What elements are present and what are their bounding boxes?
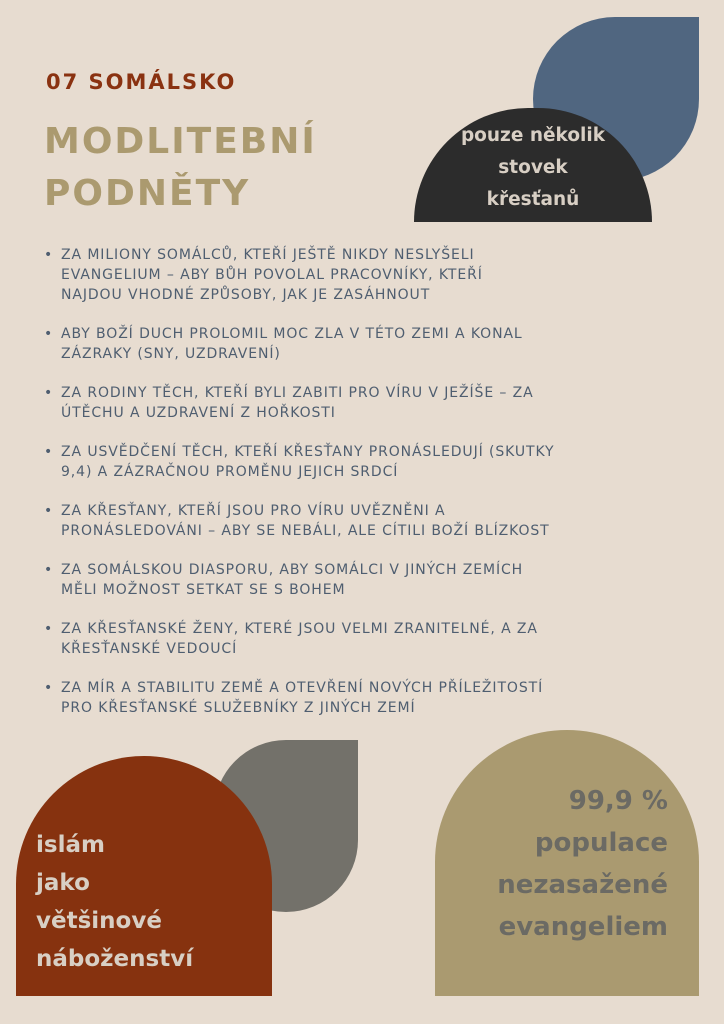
bullet-icon: • <box>44 503 54 519</box>
bullet-icon: • <box>44 247 54 263</box>
unreached-population-note <box>440 780 668 948</box>
note-line: křesťanů <box>486 189 580 210</box>
prayer-line: NAJDOU VHODNÉ ZPŮSOBY, JAK JE ZASÁHNOUT <box>61 287 431 303</box>
bullet-icon: • <box>44 562 54 578</box>
prayer-line: ZA KŘESŤANSKÉ ŽENY, KTERÉ JSOU VELMI ZRANITELNÉ, A ZA <box>61 621 538 637</box>
title-line: MODLITEBNÍ <box>44 121 317 162</box>
prayer-item <box>38 619 698 659</box>
bullet-icon: • <box>44 621 54 637</box>
prayer-line: ZA MILIONY SOMÁLCŮ, KTEŘÍ JEŠTĚ NIKDY NESLYŠELI <box>61 247 475 263</box>
prayer-line: MĚLI MOŽNOST SETKAT SE S BOHEM <box>61 582 346 598</box>
prayer-line: EVANGELIUM – ABY BŮH POVOLAL PRACOVNÍKY, KTEŘÍ <box>61 267 483 283</box>
prayer-line: ZA MÍR A STABILITU ZEMĚ A OTEVŘENÍ NOVÝCH PŘÍLEŽITOSTÍ <box>61 680 544 696</box>
prayer-line: KŘESŤANSKÉ VEDOUCÍ <box>61 641 238 657</box>
note-line: 99,9 % <box>568 786 668 816</box>
prayer-item <box>38 383 698 423</box>
note-line: pouze několik <box>460 125 606 146</box>
prayer-item <box>38 560 698 600</box>
page-title <box>44 116 317 220</box>
note-line: jako <box>36 870 90 896</box>
prayer-line: PRONÁSLEDOVÁNI – ABY SE NEBÁLI, ALE CÍTILI BOŽÍ BLÍZKOST <box>61 523 550 539</box>
majority-religion-note <box>36 826 256 978</box>
prayer-item <box>38 442 698 482</box>
prayer-item <box>38 678 698 718</box>
note-line: islám <box>36 832 105 858</box>
prayer-line: ÚTĚCHU A UZDRAVENÍ Z HOŘKOSTI <box>61 405 336 421</box>
prayer-line: 9,4) A ZÁZRAČNOU PROMĚNU JEJICH SRDCÍ <box>61 464 399 480</box>
prayer-list <box>38 245 698 737</box>
note-line: stovek <box>498 157 568 178</box>
title-line: PODNĚTY <box>44 173 251 214</box>
prayer-line: ABY BOŽÍ DUCH PROLOMIL MOC ZLA V TÉTO ZEMI A KONAL <box>61 326 523 342</box>
christians-count-note <box>414 120 652 216</box>
prayer-line: ZA SOMÁLSKOU DIASPORU, ABY SOMÁLCI V JINÝCH ZEMÍCH <box>61 562 524 578</box>
bullet-icon: • <box>44 680 54 696</box>
bullet-icon: • <box>44 385 54 401</box>
prayer-item <box>38 245 698 305</box>
note-line: evangeliem <box>498 912 668 942</box>
note-line: populace <box>534 828 668 858</box>
prayer-line: ZA USVĚDČENÍ TĚCH, KTEŘÍ KŘESŤANY PRONÁSLEDUJÍ (SKUTKY <box>61 444 555 460</box>
country-label: 07 SOMÁLSKO <box>46 70 237 94</box>
bullet-icon: • <box>44 444 54 460</box>
note-line: většinové <box>36 908 162 934</box>
prayer-line: PRO KŘESŤANSKÉ SLUŽEBNÍKY Z JINÝCH ZEMÍ <box>61 700 416 716</box>
note-line: náboženství <box>36 946 194 972</box>
note-line: nezasažené <box>497 870 668 900</box>
bullet-icon: • <box>44 326 54 342</box>
prayer-item <box>38 501 698 541</box>
prayer-line: ZA KŘESŤANY, KTEŘÍ JSOU PRO VÍRU UVĚZNĚNI A <box>61 503 446 519</box>
prayer-line: ZÁZRAKY (SNY, UZDRAVENÍ) <box>61 346 281 362</box>
prayer-line: ZA RODINY TĚCH, KTEŘÍ BYLI ZABITI PRO VÍRU V JEŽÍŠE – ZA <box>61 385 534 401</box>
prayer-item <box>38 324 698 364</box>
